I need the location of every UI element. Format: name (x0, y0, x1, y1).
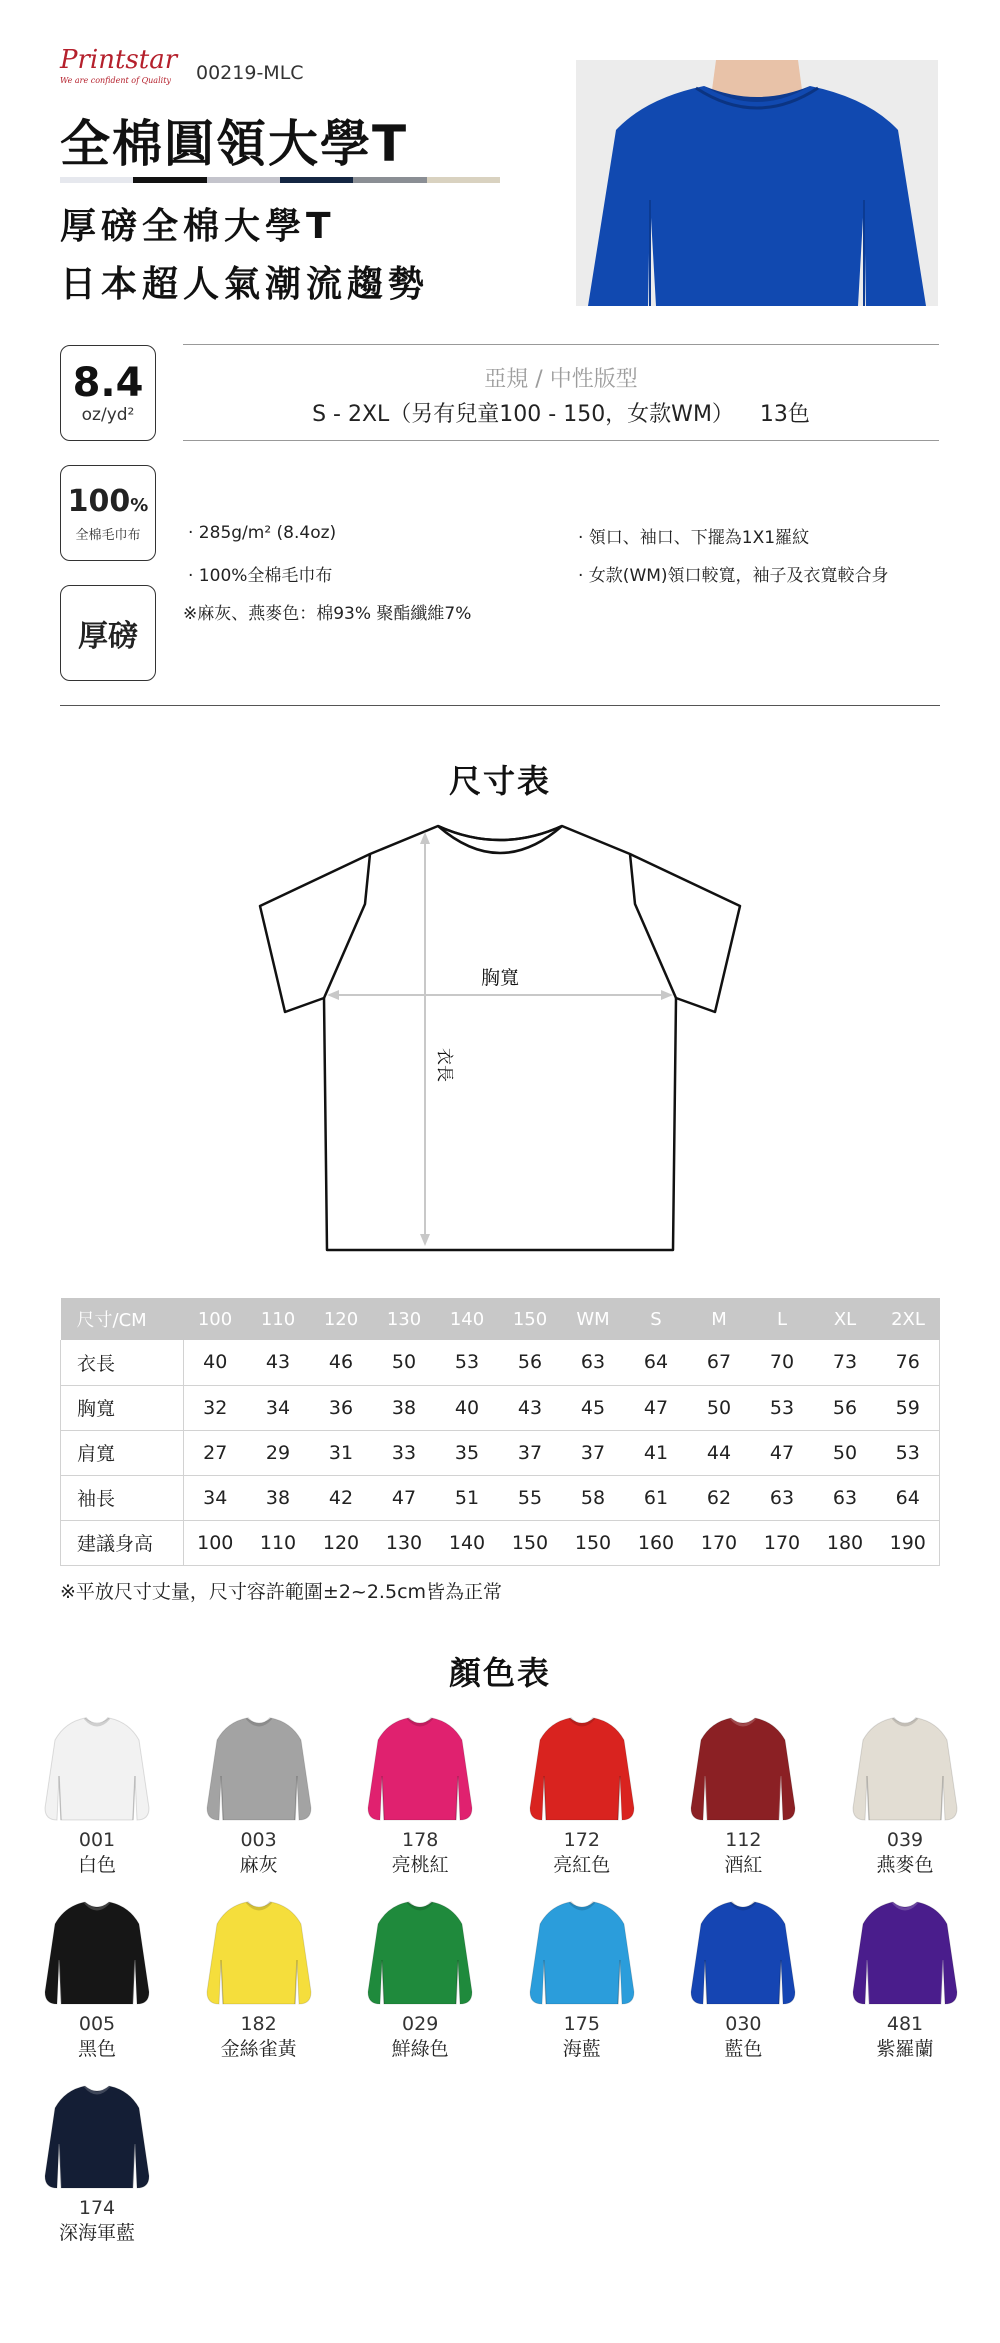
table-row (61, 1475, 940, 1520)
color-name: 亮紅色 (553, 1854, 611, 1876)
size-column-header: 2XL (877, 1298, 940, 1340)
table-cell: 43 (247, 1340, 310, 1385)
table-cell: 43 (499, 1385, 562, 1430)
color-code: 112 (725, 1829, 762, 1851)
logo-tagline: We are confident of Quality (60, 76, 171, 85)
strip-segment (427, 177, 500, 183)
brand-logo (60, 46, 178, 94)
color-code: 175 (563, 2013, 600, 2035)
size-column-header: 130 (373, 1298, 436, 1340)
color-swatch-182 (184, 1896, 334, 2062)
color-code: 005 (78, 2013, 116, 2035)
table-cell: 160 (625, 1520, 688, 1565)
color-swatch-003 (184, 1712, 334, 1878)
table-cell: 150 (562, 1520, 625, 1565)
row-label: 衣長 (61, 1340, 184, 1385)
color-swatch-030 (668, 1896, 818, 2062)
table-cell: 53 (877, 1430, 940, 1475)
row-label: 肩寬 (61, 1430, 184, 1475)
size-table (60, 1298, 940, 1566)
color-name: 金絲雀黃 (220, 2038, 297, 2060)
color-code: 003 (240, 1829, 277, 1851)
color-name: 鮮綠色 (391, 2038, 449, 2060)
table-cell: 62 (688, 1475, 751, 1520)
hero-product-photo (576, 60, 938, 306)
spec-blend-note: ※麻灰、燕麥色：棉93% 聚酯纖維7% (183, 604, 472, 624)
color-swatch-174 (22, 2080, 172, 2246)
table-cell: 63 (562, 1340, 625, 1385)
size-column-header: WM (562, 1298, 625, 1340)
size-column-header: 110 (247, 1298, 310, 1340)
color-name: 麻灰 (239, 1854, 278, 1876)
strip-segment (280, 177, 353, 183)
table-cell: 38 (247, 1475, 310, 1520)
sweatshirt-swatch-image (348, 1896, 492, 2010)
sweatshirt-swatch-image (671, 1712, 815, 1826)
size-column-header: 120 (310, 1298, 373, 1340)
size-chart-title: 尺寸表 (448, 762, 551, 800)
spec-fabric: · 100%全棉毛巾布 (188, 566, 333, 586)
table-cell: 27 (184, 1430, 247, 1475)
cotton-label: 全棉毛巾布 (75, 527, 141, 543)
table-cell: 67 (688, 1340, 751, 1385)
sweatshirt-swatch-image (348, 1712, 492, 1826)
table-cell: 55 (499, 1475, 562, 1520)
weight-badge (60, 345, 156, 441)
table-cell: 37 (562, 1430, 625, 1475)
color-name: 紫羅蘭 (876, 2038, 934, 2060)
table-cell: 53 (436, 1340, 499, 1385)
spec-weight: · 285g/m² (8.4oz) (188, 523, 337, 543)
sweatshirt-swatch-image (25, 1896, 169, 2010)
table-cell: 42 (310, 1475, 373, 1520)
table-cell: 34 (247, 1385, 310, 1430)
color-code: 039 (886, 1829, 924, 1851)
table-cell: 50 (814, 1430, 877, 1475)
sweatshirt-swatch-image (833, 1712, 977, 1826)
size-column-header: S (625, 1298, 688, 1340)
table-cell: 45 (562, 1385, 625, 1430)
fit-divider-top (183, 344, 939, 345)
size-column-header: 150 (499, 1298, 562, 1340)
table-cell: 110 (247, 1520, 310, 1565)
fit-sizes: S - 2XL（另有兒童100 - 150，女款WM） 13色 (312, 402, 810, 427)
product-subtitle-1: 厚磅全棉大學T (60, 206, 336, 247)
table-cell: 120 (310, 1520, 373, 1565)
table-cell: 38 (373, 1385, 436, 1430)
table-cell: 76 (877, 1340, 940, 1385)
table-cell: 44 (688, 1430, 751, 1475)
size-column-header: 100 (184, 1298, 247, 1340)
table-cell: 63 (814, 1475, 877, 1520)
color-name: 黑色 (77, 2038, 116, 2060)
table-cell: 63 (751, 1475, 814, 1520)
size-column-header: L (751, 1298, 814, 1340)
table-cell: 31 (310, 1430, 373, 1475)
color-swatch-172 (507, 1712, 657, 1878)
color-swatch-112 (668, 1712, 818, 1878)
table-cell: 61 (625, 1475, 688, 1520)
strip-segment (353, 177, 426, 183)
color-code: 174 (78, 2197, 116, 2219)
size-header-label: 尺寸/CM (61, 1298, 184, 1340)
strip-segment (133, 177, 206, 183)
table-cell: 53 (751, 1385, 814, 1430)
table-cell: 180 (814, 1520, 877, 1565)
color-name: 藍色 (724, 2038, 763, 2060)
table-cell: 41 (625, 1430, 688, 1475)
table-cell: 170 (751, 1520, 814, 1565)
color-code: 001 (78, 1829, 116, 1851)
color-strip (60, 177, 500, 183)
table-cell: 47 (751, 1430, 814, 1475)
color-swatch-029 (345, 1896, 495, 2062)
table-cell: 47 (625, 1385, 688, 1430)
cotton-value: 100% (67, 483, 149, 519)
sweatshirt-swatch-image (187, 1712, 331, 1826)
table-cell: 170 (688, 1520, 751, 1565)
cotton-badge (60, 465, 156, 561)
table-cell: 190 (877, 1520, 940, 1565)
table-cell: 59 (877, 1385, 940, 1430)
size-table-header (61, 1298, 940, 1340)
table-cell: 51 (436, 1475, 499, 1520)
table-cell: 100 (184, 1520, 247, 1565)
color-code: 172 (563, 1829, 600, 1851)
color-code: 178 (402, 1829, 439, 1851)
size-column-header: XL (814, 1298, 877, 1340)
color-code: 182 (240, 2013, 277, 2035)
table-cell: 50 (688, 1385, 751, 1430)
product-title: 全棉圓領大學T (60, 115, 409, 173)
table-cell: 50 (373, 1340, 436, 1385)
color-code: 029 (402, 2013, 439, 2035)
color-name: 燕麥色 (876, 1854, 934, 1876)
table-row (61, 1340, 940, 1385)
table-row (61, 1430, 940, 1475)
sweatshirt-swatch-image (510, 1896, 654, 2010)
tshirt-measure-diagram (255, 820, 745, 1260)
sweatshirt-swatch-image (187, 1896, 331, 2010)
table-cell: 46 (310, 1340, 373, 1385)
thick-badge: 厚磅 (60, 585, 156, 681)
color-swatch-005 (22, 1896, 172, 2062)
product-subtitle-2: 日本超人氣潮流趨勢 (60, 264, 430, 305)
length-label: 衣長 (434, 1048, 454, 1082)
hero-sweatshirt-image (576, 60, 938, 306)
table-row (61, 1520, 940, 1565)
product-sku: 00219-MLC (196, 62, 304, 84)
weight-unit: oz/yd² (81, 405, 135, 425)
sweatshirt-swatch-image (25, 1712, 169, 1826)
color-name: 白色 (77, 1854, 116, 1876)
spec-rib: · 領口、袖口、下擺為1X1羅紋 (578, 528, 810, 548)
color-swatch-175 (507, 1896, 657, 2062)
color-swatch-001 (22, 1712, 172, 1878)
table-cell: 58 (562, 1475, 625, 1520)
table-cell: 47 (373, 1475, 436, 1520)
table-cell: 56 (814, 1385, 877, 1430)
color-swatch-481 (830, 1896, 980, 2062)
row-label: 袖長 (61, 1475, 184, 1520)
tshirt-outline (260, 826, 740, 1250)
row-label: 建議身高 (61, 1520, 184, 1565)
color-name: 亮桃紅 (391, 1854, 449, 1876)
table-cell: 33 (373, 1430, 436, 1475)
color-swatch-039 (830, 1712, 980, 1878)
table-cell: 140 (436, 1520, 499, 1565)
table-cell: 37 (499, 1430, 562, 1475)
sweatshirt-swatch-image (510, 1712, 654, 1826)
colors-count: 13色 (759, 402, 810, 427)
color-chart-title: 顏色表 (448, 1654, 551, 1692)
table-cell: 64 (625, 1340, 688, 1385)
table-cell: 73 (814, 1340, 877, 1385)
color-code: 481 (886, 2013, 924, 2035)
sweatshirt-swatch-image (671, 1896, 815, 2010)
section-divider (60, 705, 940, 706)
sweatshirt-swatch-image (25, 2080, 169, 2194)
table-cell: 34 (184, 1475, 247, 1520)
table-cell: 36 (310, 1385, 373, 1430)
table-cell: 150 (499, 1520, 562, 1565)
row-label: 胸寬 (61, 1385, 184, 1430)
size-tolerance-note: ※平放尺寸丈量，尺寸容許範圍±2~2.5cm皆為正常 (60, 1581, 503, 1603)
color-name: 酒紅 (724, 1854, 763, 1876)
table-cell: 70 (751, 1340, 814, 1385)
table-cell: 32 (184, 1385, 247, 1430)
chest-label: 胸寬 (480, 967, 520, 989)
sweatshirt-swatch-image (833, 1896, 977, 2010)
color-name: 深海軍藍 (58, 2222, 135, 2244)
logo-wordmark: Printstar (60, 45, 178, 75)
fit-label: 亞規 / 中性版型 (484, 367, 638, 392)
color-swatch-178 (345, 1712, 495, 1878)
table-cell: 29 (247, 1430, 310, 1475)
fit-divider-bottom (183, 440, 939, 441)
table-row (61, 1385, 940, 1430)
color-code: 030 (725, 2013, 762, 2035)
size-column-header: 140 (436, 1298, 499, 1340)
table-cell: 130 (373, 1520, 436, 1565)
color-name: 海藍 (562, 2038, 601, 2060)
strip-segment (60, 177, 133, 183)
table-cell: 40 (184, 1340, 247, 1385)
table-cell: 64 (877, 1475, 940, 1520)
table-cell: 56 (499, 1340, 562, 1385)
spec-womens-fit: · 女款(WM)領口較寬，袖子及衣寬較合身 (578, 566, 889, 586)
strip-segment (207, 177, 280, 183)
table-cell: 35 (436, 1430, 499, 1475)
weight-value: 8.4 (72, 360, 144, 406)
size-column-header: M (688, 1298, 751, 1340)
table-cell: 40 (436, 1385, 499, 1430)
